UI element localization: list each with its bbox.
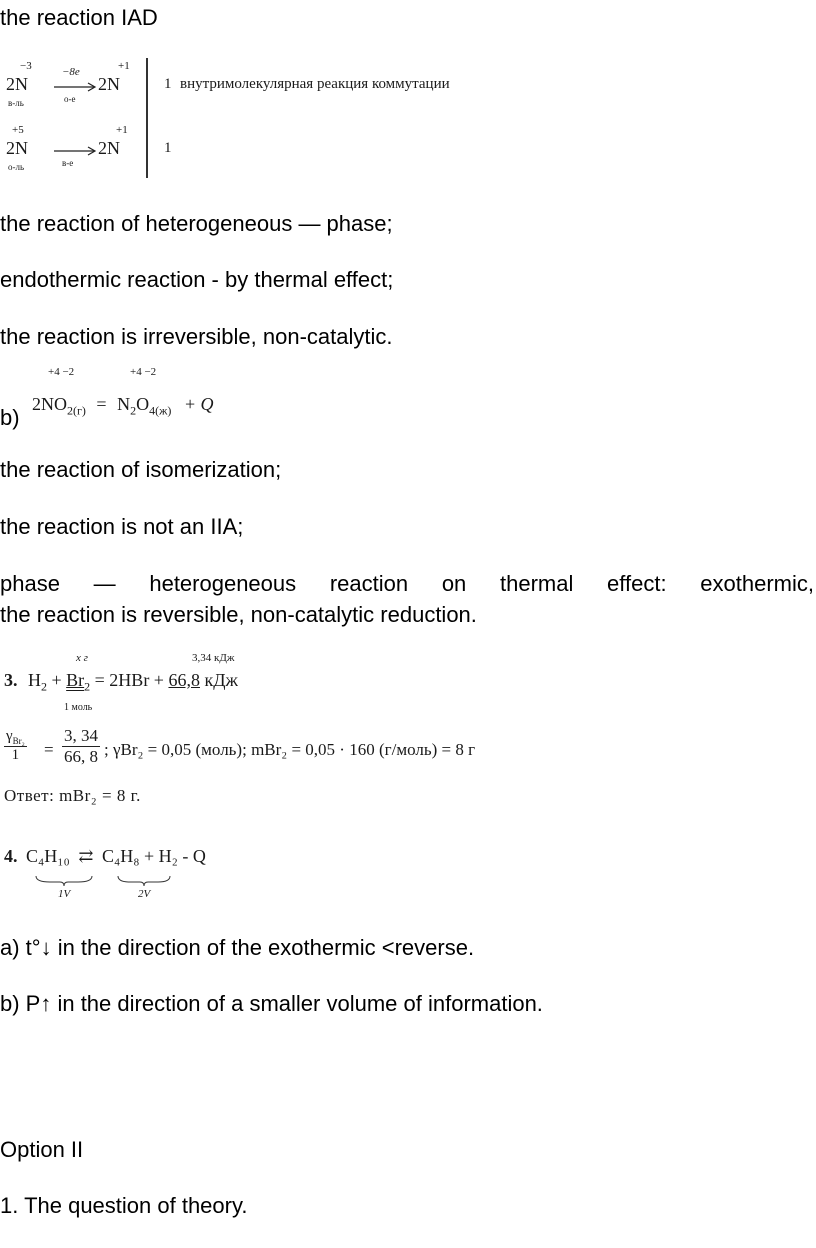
eq-plus: + bbox=[51, 670, 62, 690]
problem4-number: 4. bbox=[4, 846, 18, 866]
row2-left-species: 2N bbox=[6, 138, 28, 158]
line-heterogeneous-phase: the reaction of heterogeneous — phase; bbox=[0, 211, 393, 236]
line-endothermic: endothermic reaction - by thermal effect; bbox=[0, 267, 394, 292]
frac2-den: 66, 8 bbox=[64, 747, 98, 766]
row2-right-species: 2N bbox=[98, 138, 120, 158]
line-not-iia: the reaction is not an IIA; bbox=[0, 514, 244, 539]
row1-arrow-bottom: о-е bbox=[64, 94, 76, 104]
scan-hbr-problem bbox=[0, 650, 600, 810]
scan-no2-equation bbox=[32, 366, 292, 436]
fraction-gamma bbox=[4, 728, 27, 764]
scheme-vertical-divider bbox=[146, 58, 148, 178]
answer-line: Ответ: mBr₂ = 8 г. bbox=[4, 786, 141, 805]
no2-left-sub: 2(г) bbox=[67, 403, 86, 418]
scan-redox-scheme bbox=[0, 56, 600, 186]
calc-rest: ; γBr₂ = 0,05 (моль); mBr₂ = 0,05 · 160 (г/моль) = 8 г bbox=[104, 740, 476, 759]
eq-br: Br bbox=[66, 670, 85, 690]
butane-right: C₄H₈ + H₂ - Q bbox=[101, 846, 206, 866]
line-pressure: b) P↑ in the direction of a smaller volume of information. bbox=[0, 991, 543, 1016]
eq-h: H bbox=[28, 670, 41, 690]
under-right-volume: 2V bbox=[138, 888, 151, 900]
fraction-values bbox=[62, 726, 100, 767]
n2o4-sub2: 4(ж) bbox=[149, 403, 172, 418]
frac1-num-sub: Br₂ bbox=[12, 736, 25, 746]
line-phase-heterogeneous: phase — heterogeneous reaction on thermal effect: exothermic, bbox=[0, 571, 814, 596]
frac1-den: 1 bbox=[11, 747, 20, 763]
scan-butane-equation bbox=[0, 842, 300, 912]
brace-left-icon bbox=[34, 874, 94, 886]
no2-plus-q: + Q bbox=[183, 394, 214, 414]
row1-arrow-icon bbox=[54, 82, 98, 92]
butane-left: C₄H₁₀ bbox=[26, 846, 70, 866]
row1-oxidation-right: +1 bbox=[118, 60, 130, 72]
no2-left: 2NO bbox=[32, 394, 67, 414]
line-irreversible: the reaction is irreversible, non-catalytic. bbox=[0, 324, 393, 349]
row1-left-species: 2N bbox=[6, 74, 28, 94]
row2-arrow-icon bbox=[54, 146, 98, 156]
line-question-theory: 1. The question of theory. bbox=[0, 1193, 248, 1218]
equilibrium-arrow-icon: ⇄ bbox=[78, 846, 94, 866]
eq-br-sub: 2 bbox=[84, 679, 91, 694]
row1-note: внутримолекулярная реакция коммутации bbox=[180, 76, 450, 92]
line-option-ii: Option II bbox=[0, 1137, 84, 1162]
line-reaction-iad: the reaction IAD bbox=[0, 5, 158, 30]
line-reversible: the reaction is reversible, non-catalytic reduction. bbox=[0, 602, 477, 627]
line-temperature: a) t°↓ in the direction of the exothermic <reverse. bbox=[0, 935, 475, 960]
row1-arrow-top: −8e bbox=[62, 66, 80, 78]
row2-under-left: о-ль bbox=[8, 162, 25, 172]
above-br: x г bbox=[76, 652, 88, 664]
row1-coefficient: 1 bbox=[164, 76, 172, 92]
row2-oxidation-left: +5 bbox=[12, 124, 24, 136]
row1-right-species: 2N bbox=[98, 74, 120, 94]
row2-oxidation-right: +1 bbox=[116, 124, 128, 136]
under-br: 1 моль bbox=[64, 702, 93, 713]
row1-under-left: в-ль bbox=[8, 98, 24, 108]
hbr-equation bbox=[4, 670, 238, 695]
row1-oxidation-left: −3 bbox=[20, 60, 32, 72]
frac1-num: γ bbox=[6, 728, 13, 744]
line-isomerization: the reaction of isomerization; bbox=[0, 457, 282, 482]
row2-arrow-bottom: в-е bbox=[62, 158, 74, 168]
no2-equation-line bbox=[32, 394, 214, 419]
eq-rest: = 2HBr + bbox=[94, 670, 164, 690]
butane-equation bbox=[4, 846, 206, 867]
problem-number: 3. bbox=[4, 670, 18, 690]
under-left-volume: 1V bbox=[58, 888, 71, 900]
n2o4-o: O bbox=[136, 394, 150, 414]
above-q: 3,34 кДж bbox=[192, 652, 235, 664]
line-b-label: b) bbox=[0, 405, 20, 430]
n2o4-sub1: 2 bbox=[130, 403, 137, 418]
eq-q: 66,8 bbox=[168, 670, 200, 690]
eq-h-sub: 2 bbox=[41, 679, 47, 694]
row2-coefficient: 1 bbox=[164, 140, 172, 156]
brace-right-icon bbox=[116, 874, 172, 886]
no2-equals: = bbox=[96, 394, 107, 414]
no2-oxidation-right: +4 −2 bbox=[130, 366, 157, 378]
no2-oxidation-left: +4 −2 bbox=[48, 366, 75, 378]
fraction-equals: = bbox=[44, 740, 54, 759]
n2o4-n: N bbox=[117, 394, 131, 414]
frac2-num: 3, 34 bbox=[64, 726, 98, 745]
eq-kj: кДж bbox=[204, 670, 238, 690]
